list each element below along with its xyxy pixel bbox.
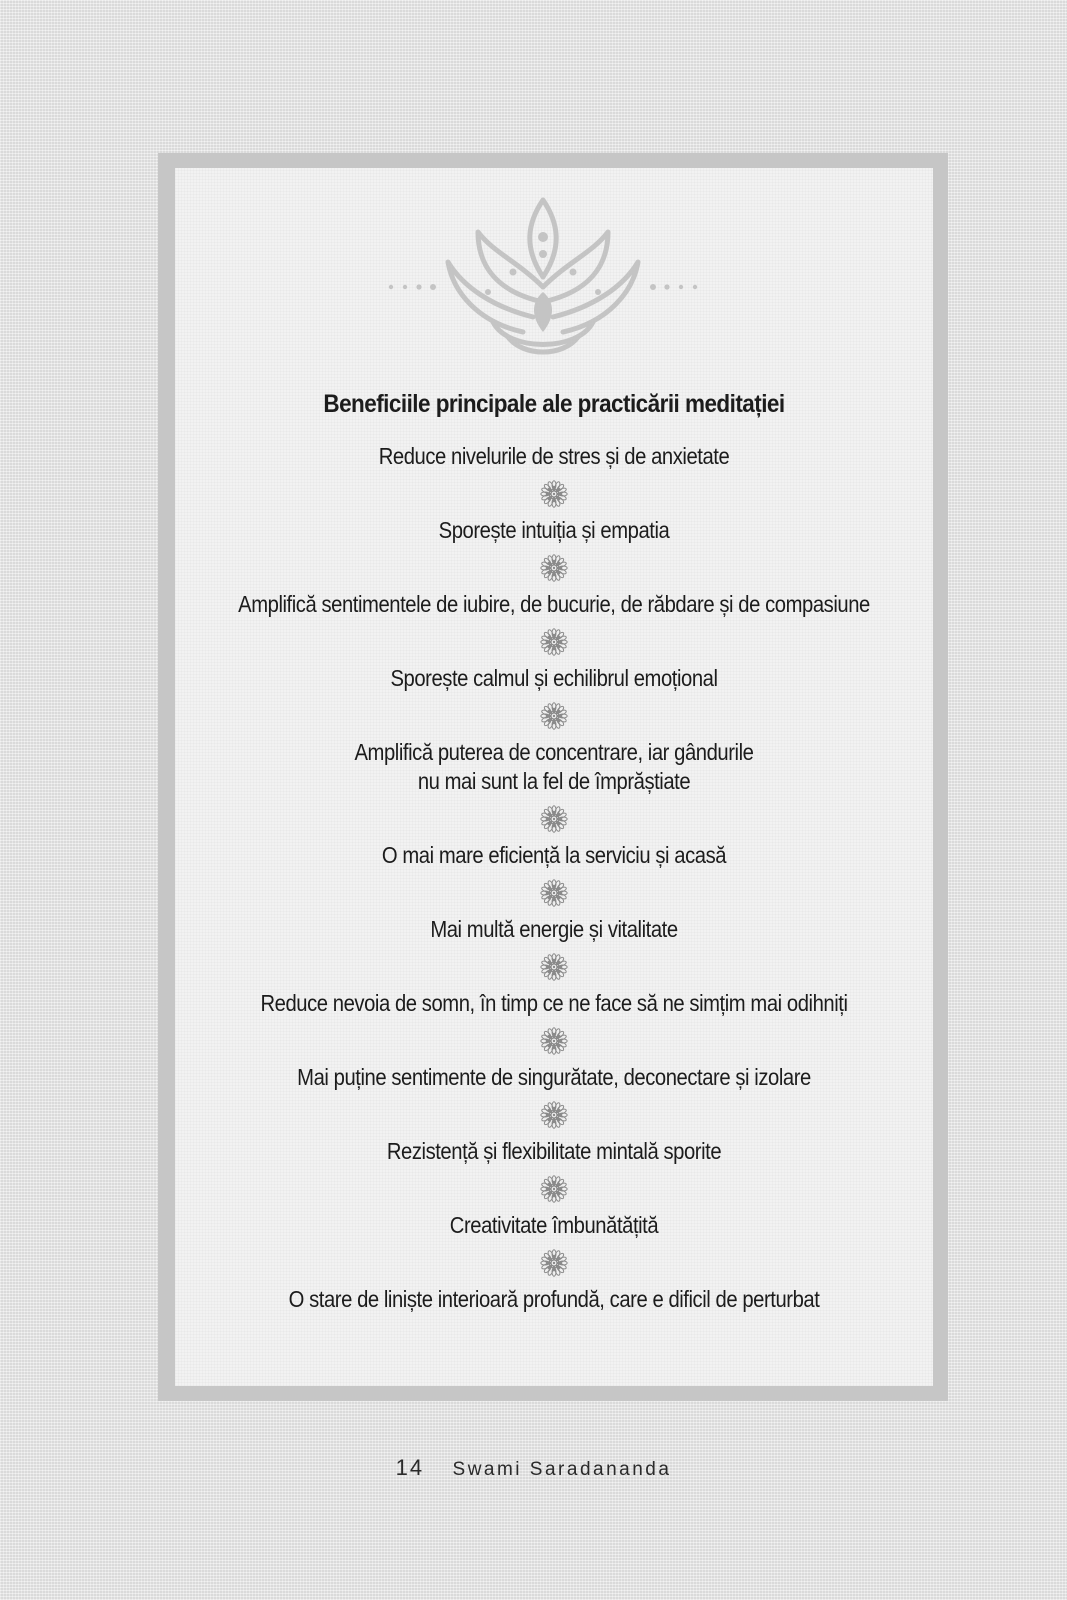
benefit-item: Reduce nevoia de somn, în timp ce ne face să ne simțim mai odihniți [260, 990, 848, 1016]
mandala-icon [175, 796, 933, 841]
mandala-icon [175, 471, 933, 516]
benefit-item: Reduce nivelurile de stres și de anxietate [378, 443, 730, 469]
mandala-icon [175, 944, 933, 989]
benefit-item: Amplifică sentimentele de iubire, de bucurie, de răbdare și de compasiune [238, 591, 870, 617]
page-footer [0, 1455, 1067, 1481]
mandala-icon [175, 1018, 933, 1063]
benefit-item: O stare de liniște interioară profundă, care e dificil de perturbat [288, 1286, 820, 1312]
mandala-icon [175, 619, 933, 664]
mandala-icon [175, 1092, 933, 1137]
mandala-icon [175, 545, 933, 590]
benefit-item: Creativitate îmbunătățită [449, 1212, 659, 1238]
lotus-icon [383, 192, 723, 362]
benefit-item: Sporește intuiția și empatia [438, 517, 670, 543]
benefit-item: Rezistență și flexibilitate mintală sporite [386, 1138, 722, 1164]
benefit-item: Mai puține sentimente de singurătate, deconectare și izolare [297, 1064, 811, 1090]
benefit-item: Amplifică puterea de concentrare, iar gândurile nu mai sunt la fel de împrăștiate [354, 739, 754, 794]
author-name: Swami Saradananda [452, 1459, 672, 1480]
page-number: 14 [395, 1455, 425, 1480]
section-title: Beneficiile principale ale practicării meditației [323, 390, 785, 418]
mandala-icon [175, 1166, 933, 1211]
benefit-list [175, 442, 933, 1314]
mandala-icon [175, 1240, 933, 1285]
benefit-item: Sporește calmul și echilibrul emoțional [390, 665, 718, 691]
mandala-icon [175, 693, 933, 738]
mandala-icon [175, 870, 933, 915]
benefit-item: O mai mare eficiență la serviciu și acasă [381, 842, 727, 868]
benefit-item: Mai multă energie și vitalitate [430, 916, 678, 942]
benefits-section [175, 384, 933, 1314]
